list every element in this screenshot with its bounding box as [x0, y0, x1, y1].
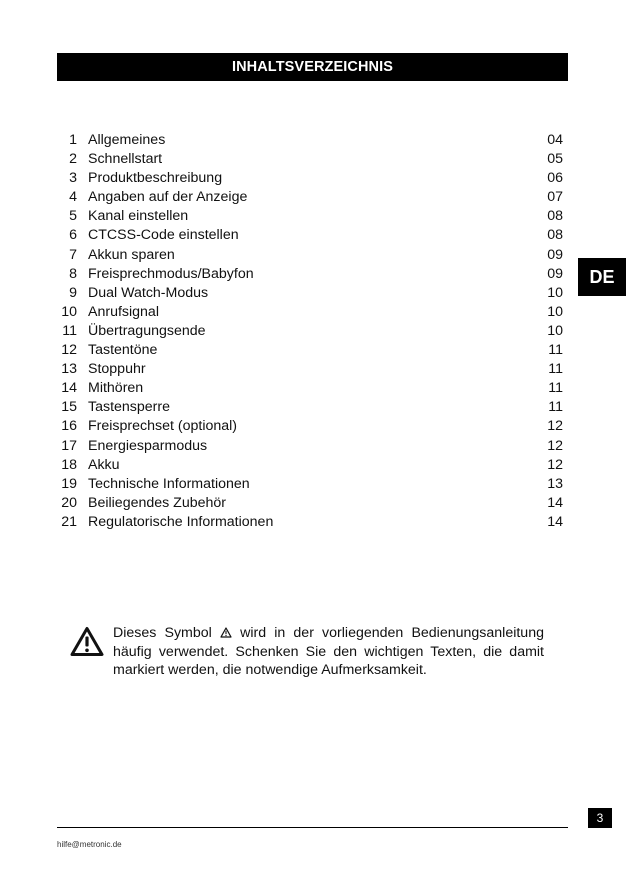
page-title: INHALTSVERZEICHNIS [57, 53, 568, 81]
toc-entry [57, 226, 563, 245]
toc-number: 9 [69, 284, 77, 301]
toc-number: 6 [69, 227, 77, 244]
toc-entry [57, 437, 563, 456]
toc-label: Technische Informationen [88, 475, 250, 492]
toc-label: Energiesparmodus [88, 437, 208, 454]
toc-number: 18 [61, 456, 77, 473]
toc-number: 3 [69, 170, 77, 187]
toc-number: 12 [61, 342, 77, 359]
notice-text-before: Dieses Symbol [113, 625, 212, 641]
toc-entry [57, 417, 563, 436]
toc-label: Tastentöne [88, 342, 158, 359]
notice-text-after: wird in der vorliegenden Bedienungsanleitung häufig verwendet. Schenken Sie den wichtigen Texten, die damit markiert werden, die notwendige Aufmerksamkeit. [113, 625, 544, 679]
toc-entry [57, 322, 563, 341]
toc-page: 14 [547, 494, 563, 511]
toc-label: Akku [88, 456, 120, 473]
toc-label: Freisprechset (optional) [88, 418, 238, 435]
toc-number: 19 [61, 475, 77, 492]
toc-entry [57, 150, 563, 169]
toc-entry [57, 456, 563, 475]
toc-page: 10 [547, 322, 563, 339]
toc-page: 11 [548, 380, 563, 397]
toc-entry [57, 513, 563, 532]
toc-entry [57, 284, 563, 303]
toc-label: Allgemeines [88, 132, 166, 148]
toc-number: 13 [61, 361, 77, 378]
language-tab: DE [578, 258, 626, 296]
toc-entry [57, 169, 563, 188]
toc-number: 7 [69, 246, 77, 263]
toc-entry [57, 494, 563, 513]
toc-page: 10 [547, 284, 563, 301]
toc-label: Freisprechmodus/Babyfon [88, 265, 254, 282]
toc-number: 21 [61, 513, 77, 530]
toc-page: 08 [547, 208, 563, 225]
toc-number: 15 [61, 399, 77, 416]
toc-page: 12 [547, 437, 563, 454]
toc-number: 20 [61, 494, 77, 511]
toc-number: 1 [69, 132, 77, 148]
toc-page: 11 [548, 399, 563, 416]
toc-label: Stoppuhr [88, 361, 146, 378]
toc-entry [57, 131, 563, 150]
toc-entry [57, 360, 563, 379]
page-number: 3 [588, 808, 612, 828]
toc-page: 08 [547, 227, 563, 244]
toc-label: CTCSS-Code einstellen [88, 227, 239, 244]
toc-page: 14 [547, 513, 563, 530]
toc-label: Produktbeschreibung [88, 170, 223, 187]
toc-label: Tastensperre [88, 399, 171, 416]
toc-number: 10 [61, 303, 77, 320]
toc-label: Kanal einstellen [88, 208, 189, 225]
toc-entry [57, 207, 563, 226]
toc-page: 04 [547, 132, 563, 148]
toc-entry [57, 265, 563, 284]
toc-page: 06 [547, 170, 563, 187]
toc-number: 16 [61, 418, 77, 435]
inline-warning-icon [220, 627, 232, 638]
toc-page: 11 [548, 342, 563, 359]
warning-triangle-icon [70, 626, 104, 657]
toc-entry [57, 341, 563, 360]
footer-email: hilfe@metronic.de [57, 840, 122, 849]
toc-page: 10 [547, 303, 563, 320]
footer-divider [57, 827, 568, 828]
notice-text [113, 624, 544, 680]
toc-number: 11 [62, 322, 77, 339]
toc-entry [57, 246, 563, 265]
toc-label: Beiliegendes Zubehör [88, 494, 227, 511]
toc-number: 5 [69, 208, 77, 225]
toc-label: Akkun sparen [88, 246, 175, 263]
toc-entry [57, 379, 563, 398]
toc-entry [57, 475, 563, 494]
toc-label: Angaben auf der Anzeige [88, 189, 248, 206]
toc-page: 07 [547, 189, 563, 206]
toc-page: 09 [547, 265, 563, 282]
toc-number: 14 [61, 380, 77, 397]
toc-number: 17 [61, 437, 77, 454]
toc-number: 4 [69, 189, 77, 206]
toc-page: 09 [547, 246, 563, 263]
table-of-contents [57, 131, 563, 532]
toc-page: 13 [547, 475, 563, 492]
toc-page: 12 [547, 456, 563, 473]
toc-number: 2 [69, 151, 77, 168]
toc-page: 05 [547, 151, 563, 168]
toc-label: Mithören [88, 380, 144, 397]
toc-entry [57, 188, 563, 207]
toc-entry [57, 303, 563, 322]
toc-number: 8 [69, 265, 77, 282]
toc-label: Dual Watch-Modus [88, 284, 209, 301]
toc-page: 12 [547, 418, 563, 435]
toc-label: Schnellstart [88, 151, 163, 168]
toc-label: Übertragungsende [88, 322, 206, 339]
toc-entry [57, 398, 563, 417]
toc-label: Anrufsignal [88, 303, 159, 320]
toc-label: Regulatorische Informationen [88, 513, 274, 530]
toc-page: 11 [548, 361, 563, 378]
